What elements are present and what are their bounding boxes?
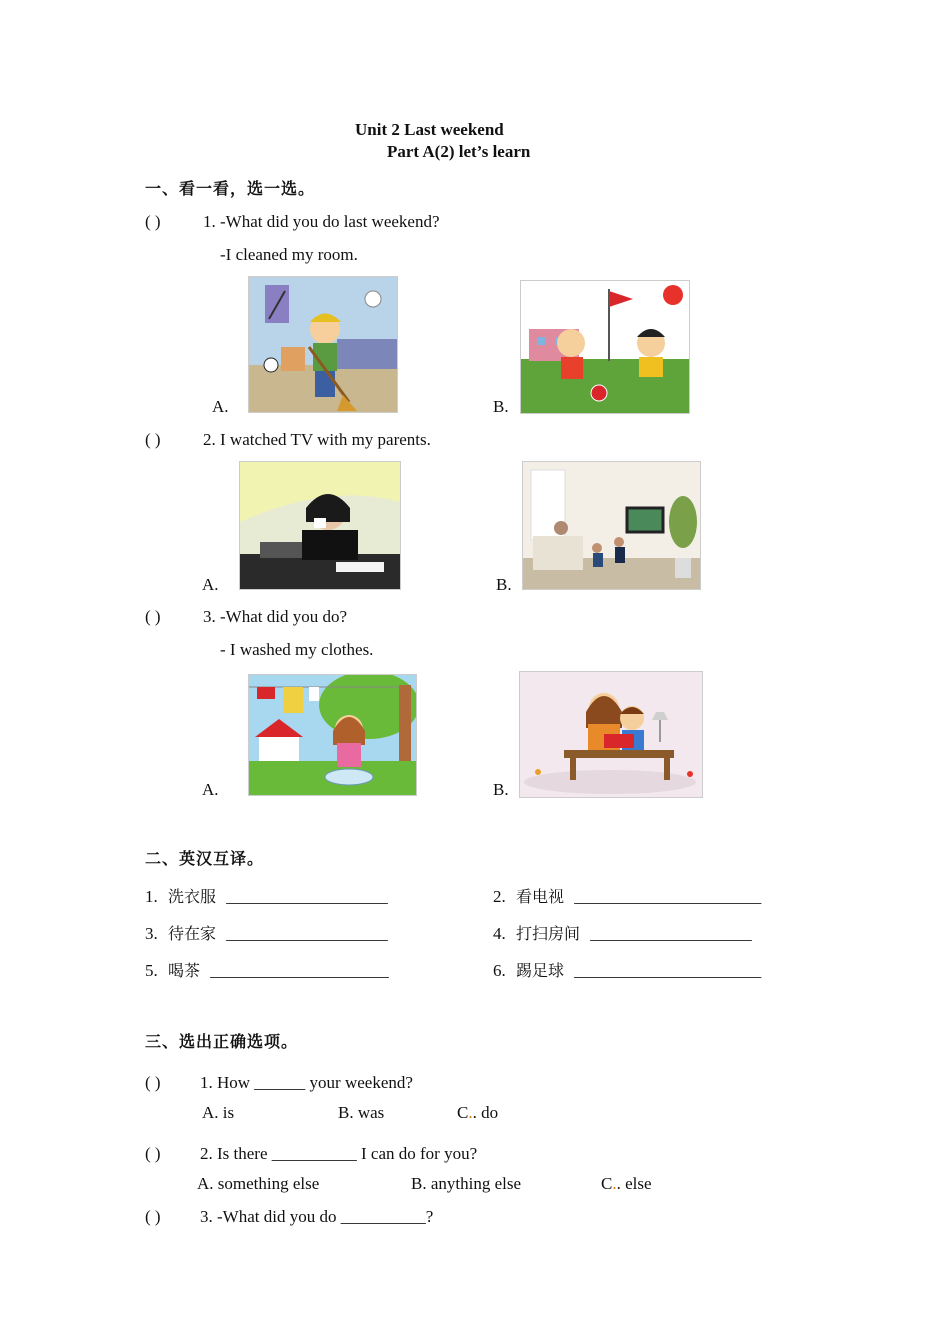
mc-q2-paren[interactable]: ( ) [145, 1144, 161, 1163]
image-kids-playing-football [520, 280, 690, 414]
mc-q2-option-c[interactable] [601, 1174, 652, 1194]
option-dot: . [612, 1174, 617, 1193]
mc-q1-option-a[interactable]: A. is [202, 1103, 235, 1122]
item-text: 待在家 [168, 924, 217, 943]
q2-answer-paren[interactable]: ( ) [145, 430, 161, 449]
mc-q3-paren[interactable]: ( ) [145, 1207, 161, 1226]
option-text: . else [616, 1174, 652, 1193]
mc-q1-stem: 1. How ______ your weekend? [200, 1073, 413, 1092]
mc-q2-option-a[interactable]: A. something else [197, 1174, 320, 1193]
option-letter: C [601, 1174, 613, 1193]
translate-item-2 [493, 884, 761, 907]
option-dot: . [468, 1103, 473, 1122]
q3-answer-line: - I washed my clothes. [220, 640, 374, 659]
translate-item-5 [145, 958, 389, 981]
image-family-watching-tv [522, 461, 701, 590]
answer-blank[interactable]: ___________________ [226, 887, 388, 906]
mc-q1-option-b[interactable]: B. was [338, 1103, 385, 1122]
item-number: 4. [493, 924, 506, 943]
answer-blank[interactable]: ______________________ [574, 961, 762, 980]
image-mother-reading-with-boy [519, 671, 703, 798]
item-number: 6. [493, 961, 506, 980]
item-text: 踢足球 [516, 961, 565, 980]
translate-item-6 [493, 958, 761, 981]
q1-option-b[interactable]: B. [493, 397, 509, 416]
translate-item-3 [145, 921, 388, 944]
item-number: 2. [493, 887, 506, 906]
q2-option-b[interactable]: B. [496, 575, 512, 594]
section1-heading: 一、看一看，选一选。 [145, 179, 316, 198]
option-text: . do [472, 1103, 499, 1122]
answer-blank[interactable]: ______________________ [574, 887, 762, 906]
item-number: 1. [145, 887, 158, 906]
q3-option-b[interactable]: B. [493, 780, 509, 799]
q3-answer-paren[interactable]: ( ) [145, 607, 161, 626]
answer-blank[interactable]: ___________________ [590, 924, 752, 943]
worksheet-subtitle: Part A(2) let’s learn [387, 142, 531, 161]
item-number: 5. [145, 961, 158, 980]
q2-question: 2. I watched TV with my parents. [203, 430, 431, 449]
mc-q1-paren[interactable]: ( ) [145, 1073, 161, 1092]
q2-option-a[interactable]: A. [202, 575, 219, 594]
image-boy-sweeping-room [248, 276, 398, 413]
mc-q3-stem: 3. -What did you do __________? [200, 1207, 434, 1226]
q1-answer-line: -I cleaned my room. [220, 245, 358, 264]
translate-item-4 [493, 921, 752, 944]
translate-item-1 [145, 884, 388, 907]
item-text: 看电视 [516, 887, 565, 906]
q1-option-a[interactable]: A. [212, 397, 229, 416]
q1-answer-paren[interactable]: ( ) [145, 212, 161, 231]
image-woman-drinking-coffee [239, 461, 401, 590]
image-girl-washing-clothes [248, 674, 417, 796]
q3-question: 3. -What did you do? [203, 607, 347, 626]
section3-heading: 三、选出正确选项。 [145, 1032, 299, 1051]
q1-question: 1. -What did you do last weekend? [203, 212, 440, 231]
item-text: 打扫房间 [516, 924, 581, 943]
item-text: 洗衣服 [168, 887, 217, 906]
item-text: 喝茶 [168, 961, 201, 980]
option-letter: C [457, 1103, 469, 1122]
mc-q2-option-b[interactable]: B. anything else [411, 1174, 522, 1193]
section2-heading: 二、英汉互译。 [145, 849, 265, 868]
q3-option-a[interactable]: A. [202, 780, 219, 799]
mc-q1-option-c[interactable] [457, 1103, 498, 1123]
mc-q2-stem: 2. Is there __________ I can do for you? [200, 1144, 478, 1163]
item-number: 3. [145, 924, 158, 943]
answer-blank[interactable]: _____________________ [210, 961, 389, 980]
answer-blank[interactable]: ___________________ [226, 924, 388, 943]
worksheet-title: Unit 2 Last weekend [355, 120, 504, 139]
